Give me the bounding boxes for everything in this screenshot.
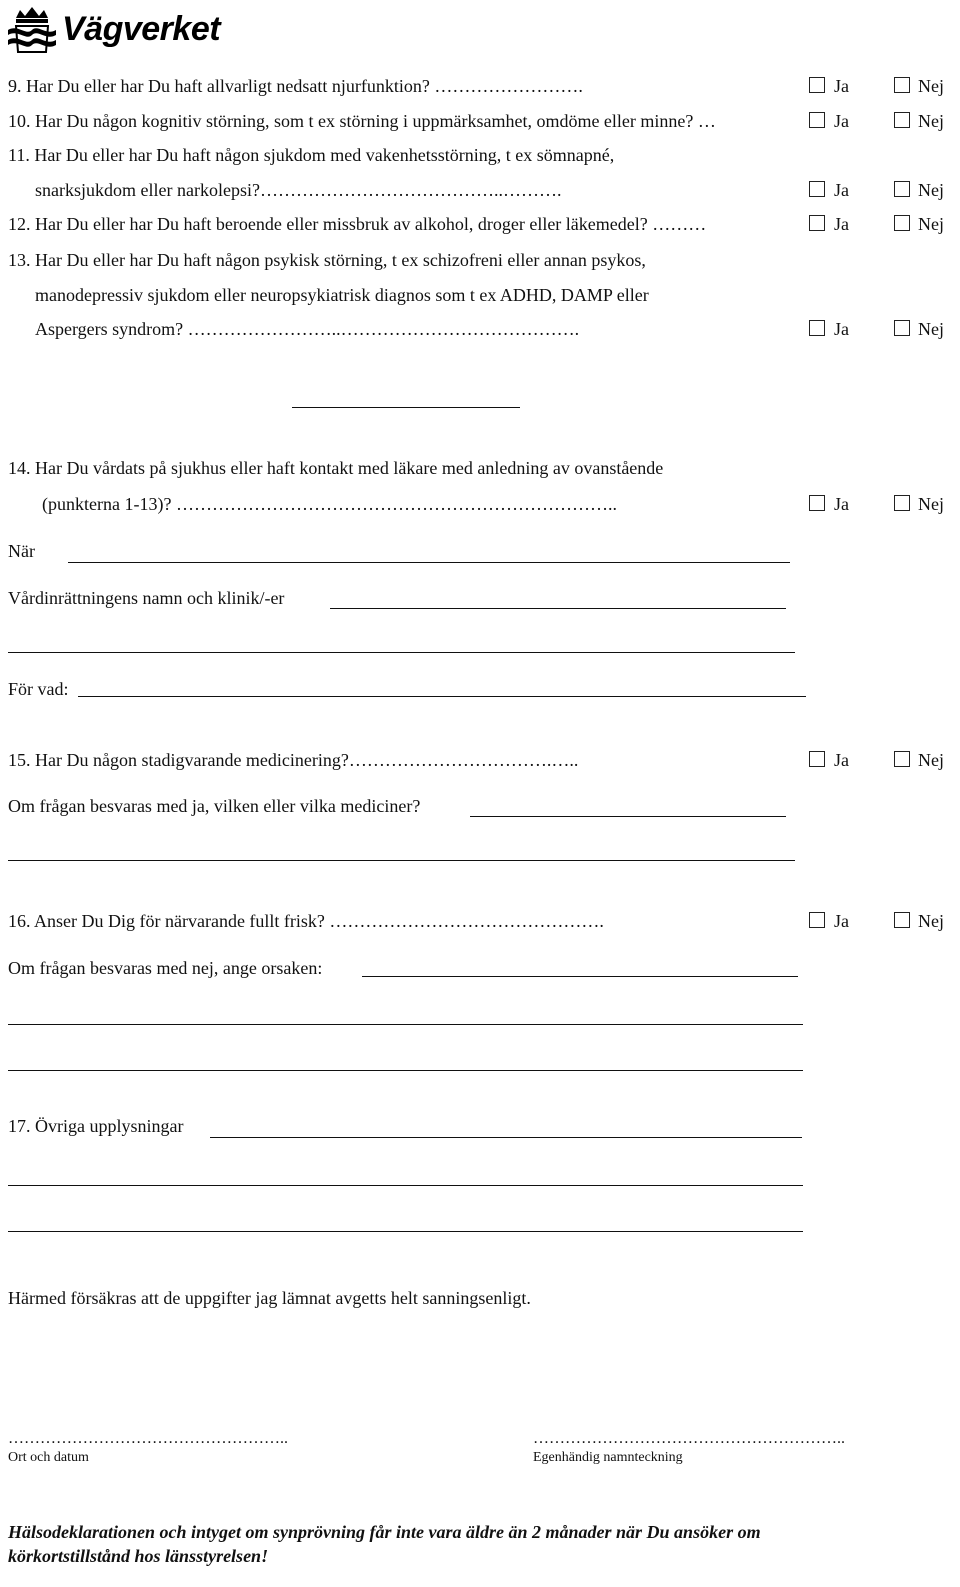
reason-label: Om frågan besvaras med nej, ange orsaken:: [8, 958, 323, 978]
other-info-field-line3[interactable]: [8, 1231, 803, 1232]
q13-no-label: Nej: [918, 319, 944, 339]
q16-no-checkbox[interactable]: [894, 912, 910, 928]
q16-no-label: Nej: [918, 911, 944, 931]
care-unit-field-line2[interactable]: [8, 652, 795, 653]
declaration-text: Härmed försäkras att de uppgifter jag lämnat avgetts helt sanningsenligt.: [8, 1288, 531, 1308]
q15-yes-label: Ja: [834, 750, 849, 770]
q12-yes-label: Ja: [834, 214, 849, 234]
q10-no-checkbox[interactable]: [894, 112, 910, 128]
question-14-line1: 14. Har Du vårdats på sjukhus eller haft kontakt med läkare med anledning av ovanstående: [8, 458, 664, 478]
q10-yes-checkbox[interactable]: [809, 112, 825, 128]
question-11-line2: snarksjukdom eller narkolepsi?…………………………………..……….: [35, 180, 562, 200]
place-date-field[interactable]: ……………………………………………..: [8, 1430, 288, 1447]
q14-yes-label: Ja: [834, 494, 849, 514]
q9-no-label: Nej: [918, 76, 944, 96]
crown-emblem-icon: [6, 4, 58, 56]
care-unit-field[interactable]: [330, 608, 786, 609]
q11-yes-label: Ja: [834, 180, 849, 200]
q16-yes-label: Ja: [834, 911, 849, 931]
for-what-field[interactable]: [78, 696, 806, 697]
q10-no-label: Nej: [918, 111, 944, 131]
footer-note-line2: körkortstillstånd hos länsstyrelsen!: [8, 1546, 269, 1566]
q11-yes-checkbox[interactable]: [809, 181, 825, 197]
q9-no-checkbox[interactable]: [894, 77, 910, 93]
question-13-line2: manodepressiv sjukdom eller neuropsykiatrisk diagnos som t ex ADHD, DAMP eller: [35, 285, 649, 305]
footer-note-line1: Hälsodeklarationen och intyget om synprövning får inte vara äldre än 2 månader när Du ansöker om: [8, 1522, 761, 1542]
q14-no-label: Nej: [918, 494, 944, 514]
q9-yes-label: Ja: [834, 76, 849, 96]
for-what-label: För vad:: [8, 679, 69, 699]
reason-field-line2[interactable]: [8, 1024, 803, 1025]
q12-no-checkbox[interactable]: [894, 215, 910, 231]
question-12: 12. Har Du eller har Du haft beroende eller missbruk av alkohol, droger eller läkemedel? ………: [8, 214, 707, 234]
care-unit-label: Vårdinrättningens namn och klinik/-er: [8, 588, 285, 608]
q14-no-checkbox[interactable]: [894, 495, 910, 511]
reason-field-line3[interactable]: [8, 1070, 803, 1071]
medicines-field[interactable]: [470, 816, 786, 817]
brand-name: Vägverket: [62, 10, 221, 48]
q11-no-label: Nej: [918, 180, 944, 200]
other-info-field-line2[interactable]: [8, 1185, 803, 1186]
q12-no-label: Nej: [918, 214, 944, 234]
signature-field[interactable]: …………………………………………………..: [533, 1430, 845, 1447]
signature-label: Egenhändig namnteckning: [533, 1450, 683, 1465]
medicines-label: Om frågan besvaras med ja, vilken eller vilka mediciner?: [8, 796, 421, 816]
question-13-line3: Aspergers syndrom? ……………………..………………………………….: [35, 319, 580, 339]
question-17: 17. Övriga upplysningar: [8, 1116, 184, 1136]
q15-yes-checkbox[interactable]: [809, 751, 825, 767]
when-field[interactable]: [68, 562, 790, 563]
q13-no-checkbox[interactable]: [894, 320, 910, 336]
q16-yes-checkbox[interactable]: [809, 912, 825, 928]
question-16: 16. Anser Du Dig för närvarande fullt frisk? ……………………………………….: [8, 911, 604, 931]
q11-no-checkbox[interactable]: [894, 181, 910, 197]
q10-yes-label: Ja: [834, 111, 849, 131]
question-11-line1: 11. Har Du eller har Du haft någon sjukdom med vakenhetsstörning, t ex sömnapné,: [8, 145, 615, 165]
other-info-field[interactable]: [210, 1137, 802, 1138]
place-date-label: Ort och datum: [8, 1450, 89, 1465]
question-15: 15. Har Du någon stadigvarande medicinering?…………………………….…..: [8, 750, 579, 770]
question-9: 9. Har Du eller har Du haft allvarligt nedsatt njurfunktion? …………………….: [8, 76, 583, 96]
medicines-field-line2[interactable]: [8, 860, 795, 861]
q13-yes-label: Ja: [834, 319, 849, 339]
section-divider: [292, 407, 520, 408]
reason-field[interactable]: [362, 976, 798, 977]
question-13-line1: 13. Har Du eller har Du haft någon psykisk störning, t ex schizofreni eller annan psykos,: [8, 250, 646, 270]
when-label: När: [8, 541, 35, 561]
q15-no-checkbox[interactable]: [894, 751, 910, 767]
question-14-line2: (punkterna 1-13)? ………………………………………………………………..: [42, 494, 617, 514]
q13-yes-checkbox[interactable]: [809, 320, 825, 336]
q15-no-label: Nej: [918, 750, 944, 770]
q14-yes-checkbox[interactable]: [809, 495, 825, 511]
q12-yes-checkbox[interactable]: [809, 215, 825, 231]
question-10: 10. Har Du någon kognitiv störning, som t ex störning i uppmärksamhet, omdöme eller minne? …: [8, 111, 716, 131]
q9-yes-checkbox[interactable]: [809, 77, 825, 93]
